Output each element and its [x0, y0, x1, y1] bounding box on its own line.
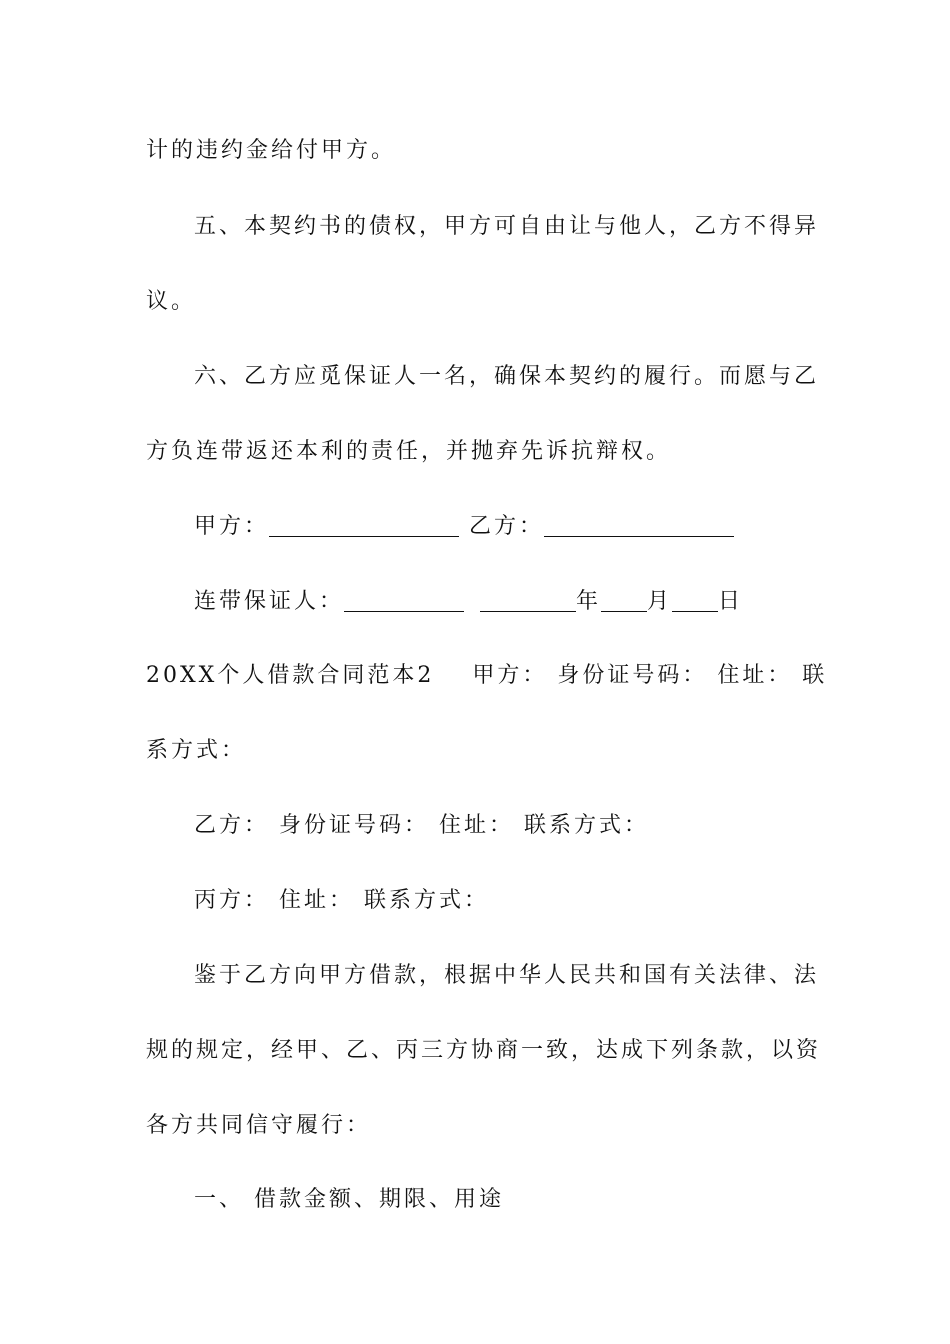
- party-a-info: 甲方： 身份证号码： 住址： 联: [472, 663, 828, 688]
- contract-heading-line: [146, 661, 828, 691]
- party-a-label: 甲方：: [194, 514, 270, 539]
- text-line: 规的规定，经甲、乙、丙三方协商一致，达成下列条款，以资: [146, 1038, 822, 1063]
- day-blank: [672, 589, 718, 612]
- text-line: 各方共同信守履行：: [146, 1113, 372, 1138]
- section-heading: 一、 借款金额、期限、用途: [194, 1187, 504, 1212]
- guarantor-line: [194, 587, 854, 617]
- party-b-blank: [544, 514, 734, 537]
- text-line: 计的违约金给付甲方。: [146, 138, 397, 163]
- signature-line: [194, 512, 854, 542]
- party-b-info: 乙方： 身份证号码： 住址： 联系方式：: [194, 813, 649, 838]
- day-label: 日: [718, 589, 744, 614]
- party-b-label: 乙方：: [469, 514, 545, 539]
- party-c-info: 丙方： 住址： 联系方式：: [194, 888, 489, 913]
- clause-six: 六、乙方应觅保证人一名，确保本契约的履行。而愿与乙: [194, 364, 820, 389]
- contract-title: 20XX个人借款合同范本2: [146, 663, 435, 688]
- text-line: 系方式：: [146, 738, 247, 763]
- guarantor-blank: [344, 589, 464, 612]
- month-label: 月: [647, 589, 673, 614]
- text-line: 议。: [146, 289, 197, 314]
- month-blank: [601, 589, 647, 612]
- preamble: 鉴于乙方向甲方借款，根据中华人民共和国有关法律、法: [194, 963, 820, 988]
- clause-five: 五、本契约书的债权，甲方可自由让与他人，乙方不得异: [194, 214, 820, 239]
- year-label: 年: [576, 589, 602, 614]
- text-line: 方负连带返还本利的责任，并抛弃先诉抗辩权。: [146, 439, 672, 464]
- year-blank: [480, 589, 576, 612]
- guarantor-label: 连带保证人：: [194, 589, 345, 614]
- party-a-blank: [269, 514, 459, 537]
